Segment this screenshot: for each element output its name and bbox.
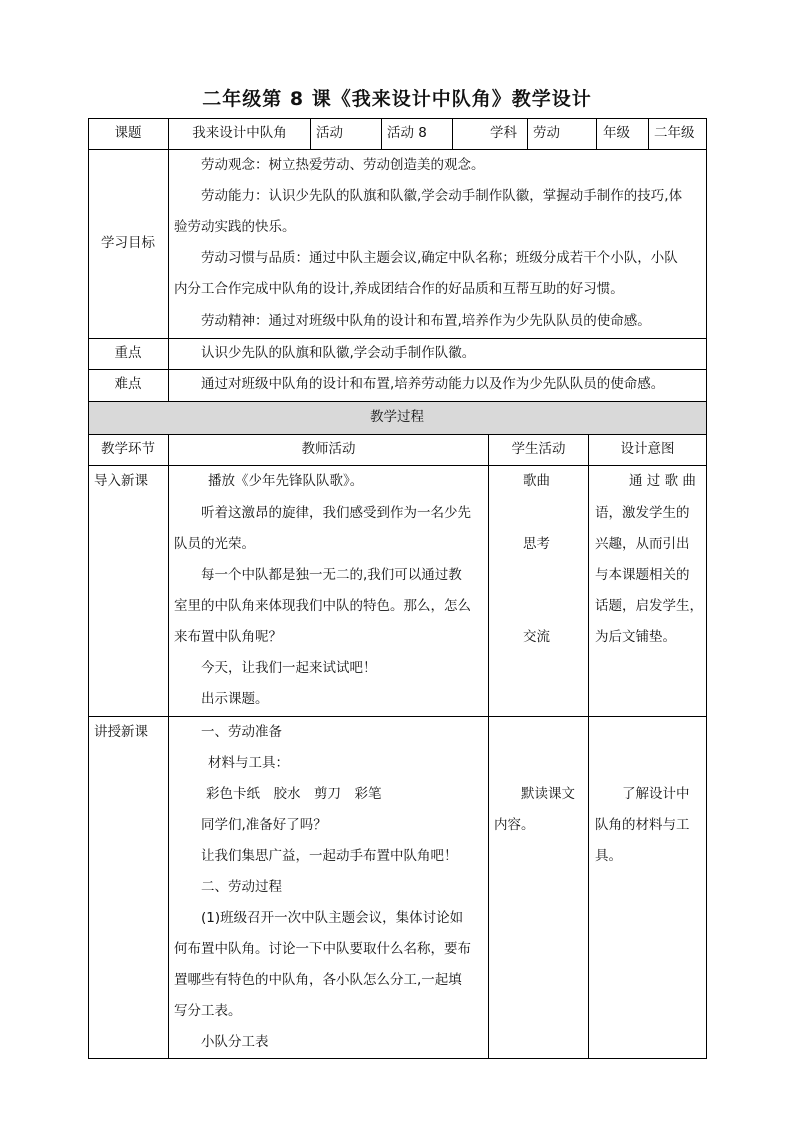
student-activity: 交流	[523, 629, 550, 645]
teacher-line: (1)班级召开一次中队主题会议，集体讨论如	[201, 910, 464, 926]
objective-line: 内分工合作完成中队角的设计,养成团结合作的好品质和互帮互助的好习惯。	[174, 281, 624, 297]
intent-line: 了解设计中	[622, 786, 690, 802]
teacher-line: 同学们,准备好了吗？	[201, 817, 327, 833]
grade-label: 年级	[603, 125, 630, 141]
objective-line: 验劳动实践的快乐。	[174, 219, 296, 235]
activity-label: 活动	[316, 125, 343, 141]
intent-line: 与本课题相关的	[595, 567, 690, 583]
process-title: 教学过程	[370, 409, 424, 425]
key-point-text: 认识少先队的队旗和队徽,学会动手制作队徽。	[201, 345, 476, 361]
intent-line: 具。	[595, 848, 622, 864]
student-activity: 思考	[523, 536, 550, 552]
grade-value: 二年级	[654, 125, 695, 141]
intent-line: 为后文铺垫。	[595, 629, 676, 645]
teacher-line: 材料与工具：	[208, 755, 289, 771]
teacher-line: 队员的光荣。	[174, 536, 255, 552]
teacher-line: 何布置中队角。讨论一下中队要取什么名称，要布	[174, 941, 471, 957]
teacher-line: 来布置中队角呢？	[174, 629, 282, 645]
teacher-line: 置哪些有特色的中队角，各小队怎么分工,一起填	[174, 972, 462, 988]
subject-value: 劳动	[533, 125, 560, 141]
intent-line: 兴趣，从而引出	[595, 536, 690, 552]
intent-line: 通 过 歌 曲	[629, 473, 696, 489]
teacher-line: 每一个中队都是独一无二的,我们可以通过教	[201, 567, 462, 583]
subject-label: 学科	[490, 125, 517, 141]
document-title: 二年级第 8 课《我来设计中队角》教学设计	[202, 88, 592, 110]
col-header-student: 学生活动	[511, 441, 566, 457]
teacher-line: 一、劳动准备	[201, 724, 282, 740]
teacher-line: 出示课题。	[201, 691, 269, 707]
student-activity: 默读课文	[521, 786, 575, 802]
teacher-line: 播放《少年先锋队队歌》。	[208, 473, 364, 489]
objective-line: 劳动能力：认识少先队的队旗和队徽,学会动手制作队徽，掌握动手制作的技巧,体	[201, 188, 683, 204]
teacher-line: 小队分工表	[201, 1034, 269, 1050]
intent-line: 队角的材料与工	[595, 817, 690, 833]
teacher-line: 让我们集思广益，一起动手布置中队角吧！	[201, 848, 458, 864]
teacher-line: 今天，让我们一起来试试吧！	[201, 660, 377, 676]
teacher-line: 写分工表。	[174, 1003, 242, 1019]
stage-new-lesson: 讲授新课	[94, 724, 148, 740]
teacher-line: 二、劳动过程	[201, 879, 282, 895]
objective-line: 劳动精神：通过对班级中队角的设计和布置,培养作为少先队队员的使命感。	[201, 313, 651, 329]
topic-label: 课题	[114, 125, 142, 141]
intent-line: 话题，启发学生，	[595, 598, 703, 614]
col-header-teacher: 教师活动	[301, 441, 356, 457]
student-activity: 内容。	[494, 817, 535, 833]
objectives-label: 学习目标	[101, 235, 155, 251]
stage-intro: 导入新课	[94, 473, 148, 489]
intent-line: 语，激发学生的	[595, 505, 690, 521]
col-header-stage: 教学环节	[101, 441, 155, 457]
difficulty-label: 难点	[114, 376, 142, 392]
key-point-label: 重点	[114, 345, 142, 361]
teacher-line: 听着这激昂的旋律，我们感受到作为一名少先	[201, 505, 471, 521]
teacher-line: 彩色卡纸 胶水 剪刀 彩笔	[206, 786, 382, 802]
activity-value: 活动 8	[387, 125, 427, 141]
difficulty-text: 通过对班级中队角的设计和布置,培养劳动能力以及作为少先队队员的使命感。	[201, 376, 665, 392]
objective-line: 劳动习惯与品质：通过中队主题会议,确定中队名称；班级分成若干个小队，小队	[201, 250, 678, 266]
col-header-intent: 设计意图	[620, 441, 675, 457]
student-activity: 歌曲	[523, 473, 550, 489]
objective-line: 劳动观念：树立热爱劳动、劳动创造美的观念。	[201, 157, 485, 173]
teacher-line: 室里的中队角来体现我们中队的特色。那么，怎么	[174, 598, 471, 614]
topic-value: 我来设计中队角	[192, 125, 287, 141]
